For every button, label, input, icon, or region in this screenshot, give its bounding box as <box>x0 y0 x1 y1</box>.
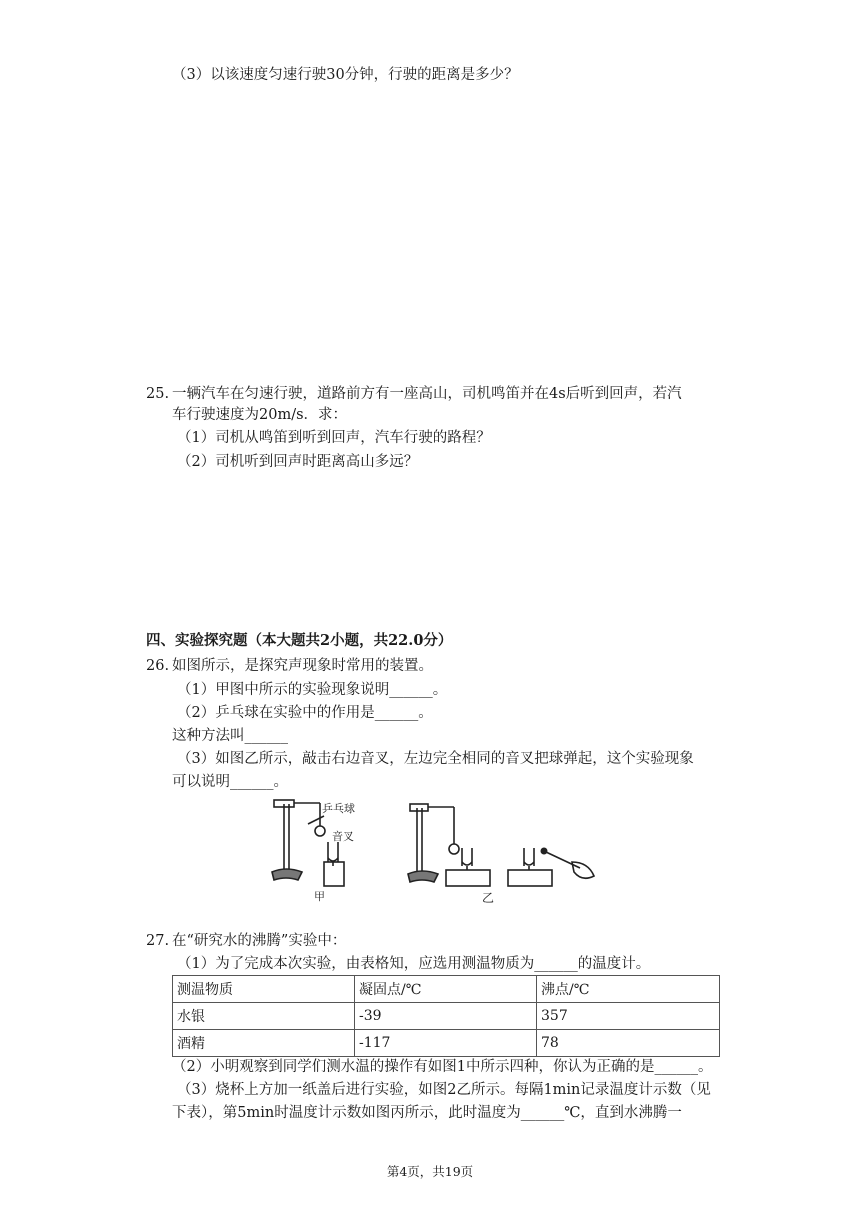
table-header: 测温物质 <box>173 976 355 1003</box>
table-cell: 水银 <box>173 1003 355 1030</box>
q26-part1: （1）甲图中所示的实验现象说明______。 <box>177 682 448 698</box>
label-ping-pong: 乒乓球 <box>322 802 355 815</box>
table-header: 凝固点/℃ <box>355 976 537 1003</box>
q25-stem-line2: 车行驶速度为20m/s．求： <box>172 407 348 423</box>
tuning-fork-figure <box>262 792 602 904</box>
page-footer: 第4页，共19页 <box>386 1164 474 1179</box>
q27-stem: 在“研究水的沸腾”实验中： <box>172 933 347 949</box>
table-cell: 357 <box>537 1003 720 1030</box>
q24-part3: （3）以该速度匀速行驶30分钟，行驶的距离是多少？ <box>172 67 519 83</box>
q26-part2: （2）乒乓球在实验中的作用是______。 <box>177 705 433 721</box>
q25-part2: （2）司机听到回声时距离高山多远？ <box>177 454 419 470</box>
q26-stem: 如图所示，是探究声现象时常用的装置。 <box>172 658 433 674</box>
table-header: 沸点/℃ <box>537 976 720 1003</box>
q27-part3-line2: 下表），第5min时温度计示数如图丙所示，此时温度为______℃，直到水沸腾一 <box>172 1105 682 1121</box>
q25-stem-line1: 一辆汽车在匀速行驶，道路前方有一座高山，司机鸣笛并在4s后听到回声，若汽 <box>172 386 682 402</box>
table-row <box>173 1003 720 1030</box>
table-cell: 酒精 <box>173 1030 355 1057</box>
q26-number: 26. <box>146 658 170 674</box>
q25-part1: （1）司机从鸣笛到听到回声，汽车行驶的路程？ <box>177 430 491 446</box>
thermometer-table <box>172 975 720 1057</box>
q27-number: 27. <box>146 933 170 949</box>
q25-number: 25. <box>146 386 170 402</box>
q26-method: 这种方法叫______ <box>172 728 288 744</box>
q27-part3-line1: （3）烧杯上方加一纸盖后进行实验，如图2乙所示。每隔1min记录温度计示数（见 <box>177 1082 711 1098</box>
table-header-row <box>173 976 720 1003</box>
table-row <box>173 1030 720 1057</box>
table-cell: -39 <box>355 1003 537 1030</box>
q26-part3-line2: 可以说明______。 <box>172 774 288 790</box>
q26-part3-line1: （3）如图乙所示，敲击右边音叉，左边完全相同的音叉把球弹起，这个实验现象 <box>177 751 694 767</box>
table-cell: -117 <box>355 1030 537 1057</box>
section-title: 四、实验探究题（本大题共2小题，共22.0分） <box>146 632 453 649</box>
label-jia: 甲 <box>314 890 325 903</box>
label-yi: 乙 <box>482 891 495 904</box>
q27-part1: （1）为了完成本次实验，由表格知，应选用测温物质为______的温度计。 <box>177 956 651 972</box>
label-tuning-fork: 音叉 <box>332 830 354 843</box>
table-cell: 78 <box>537 1030 720 1057</box>
q27-part2: （2）小明观察到同学们测水温的操作有如图1中所示四种，你认为正确的是______。 <box>172 1059 713 1075</box>
